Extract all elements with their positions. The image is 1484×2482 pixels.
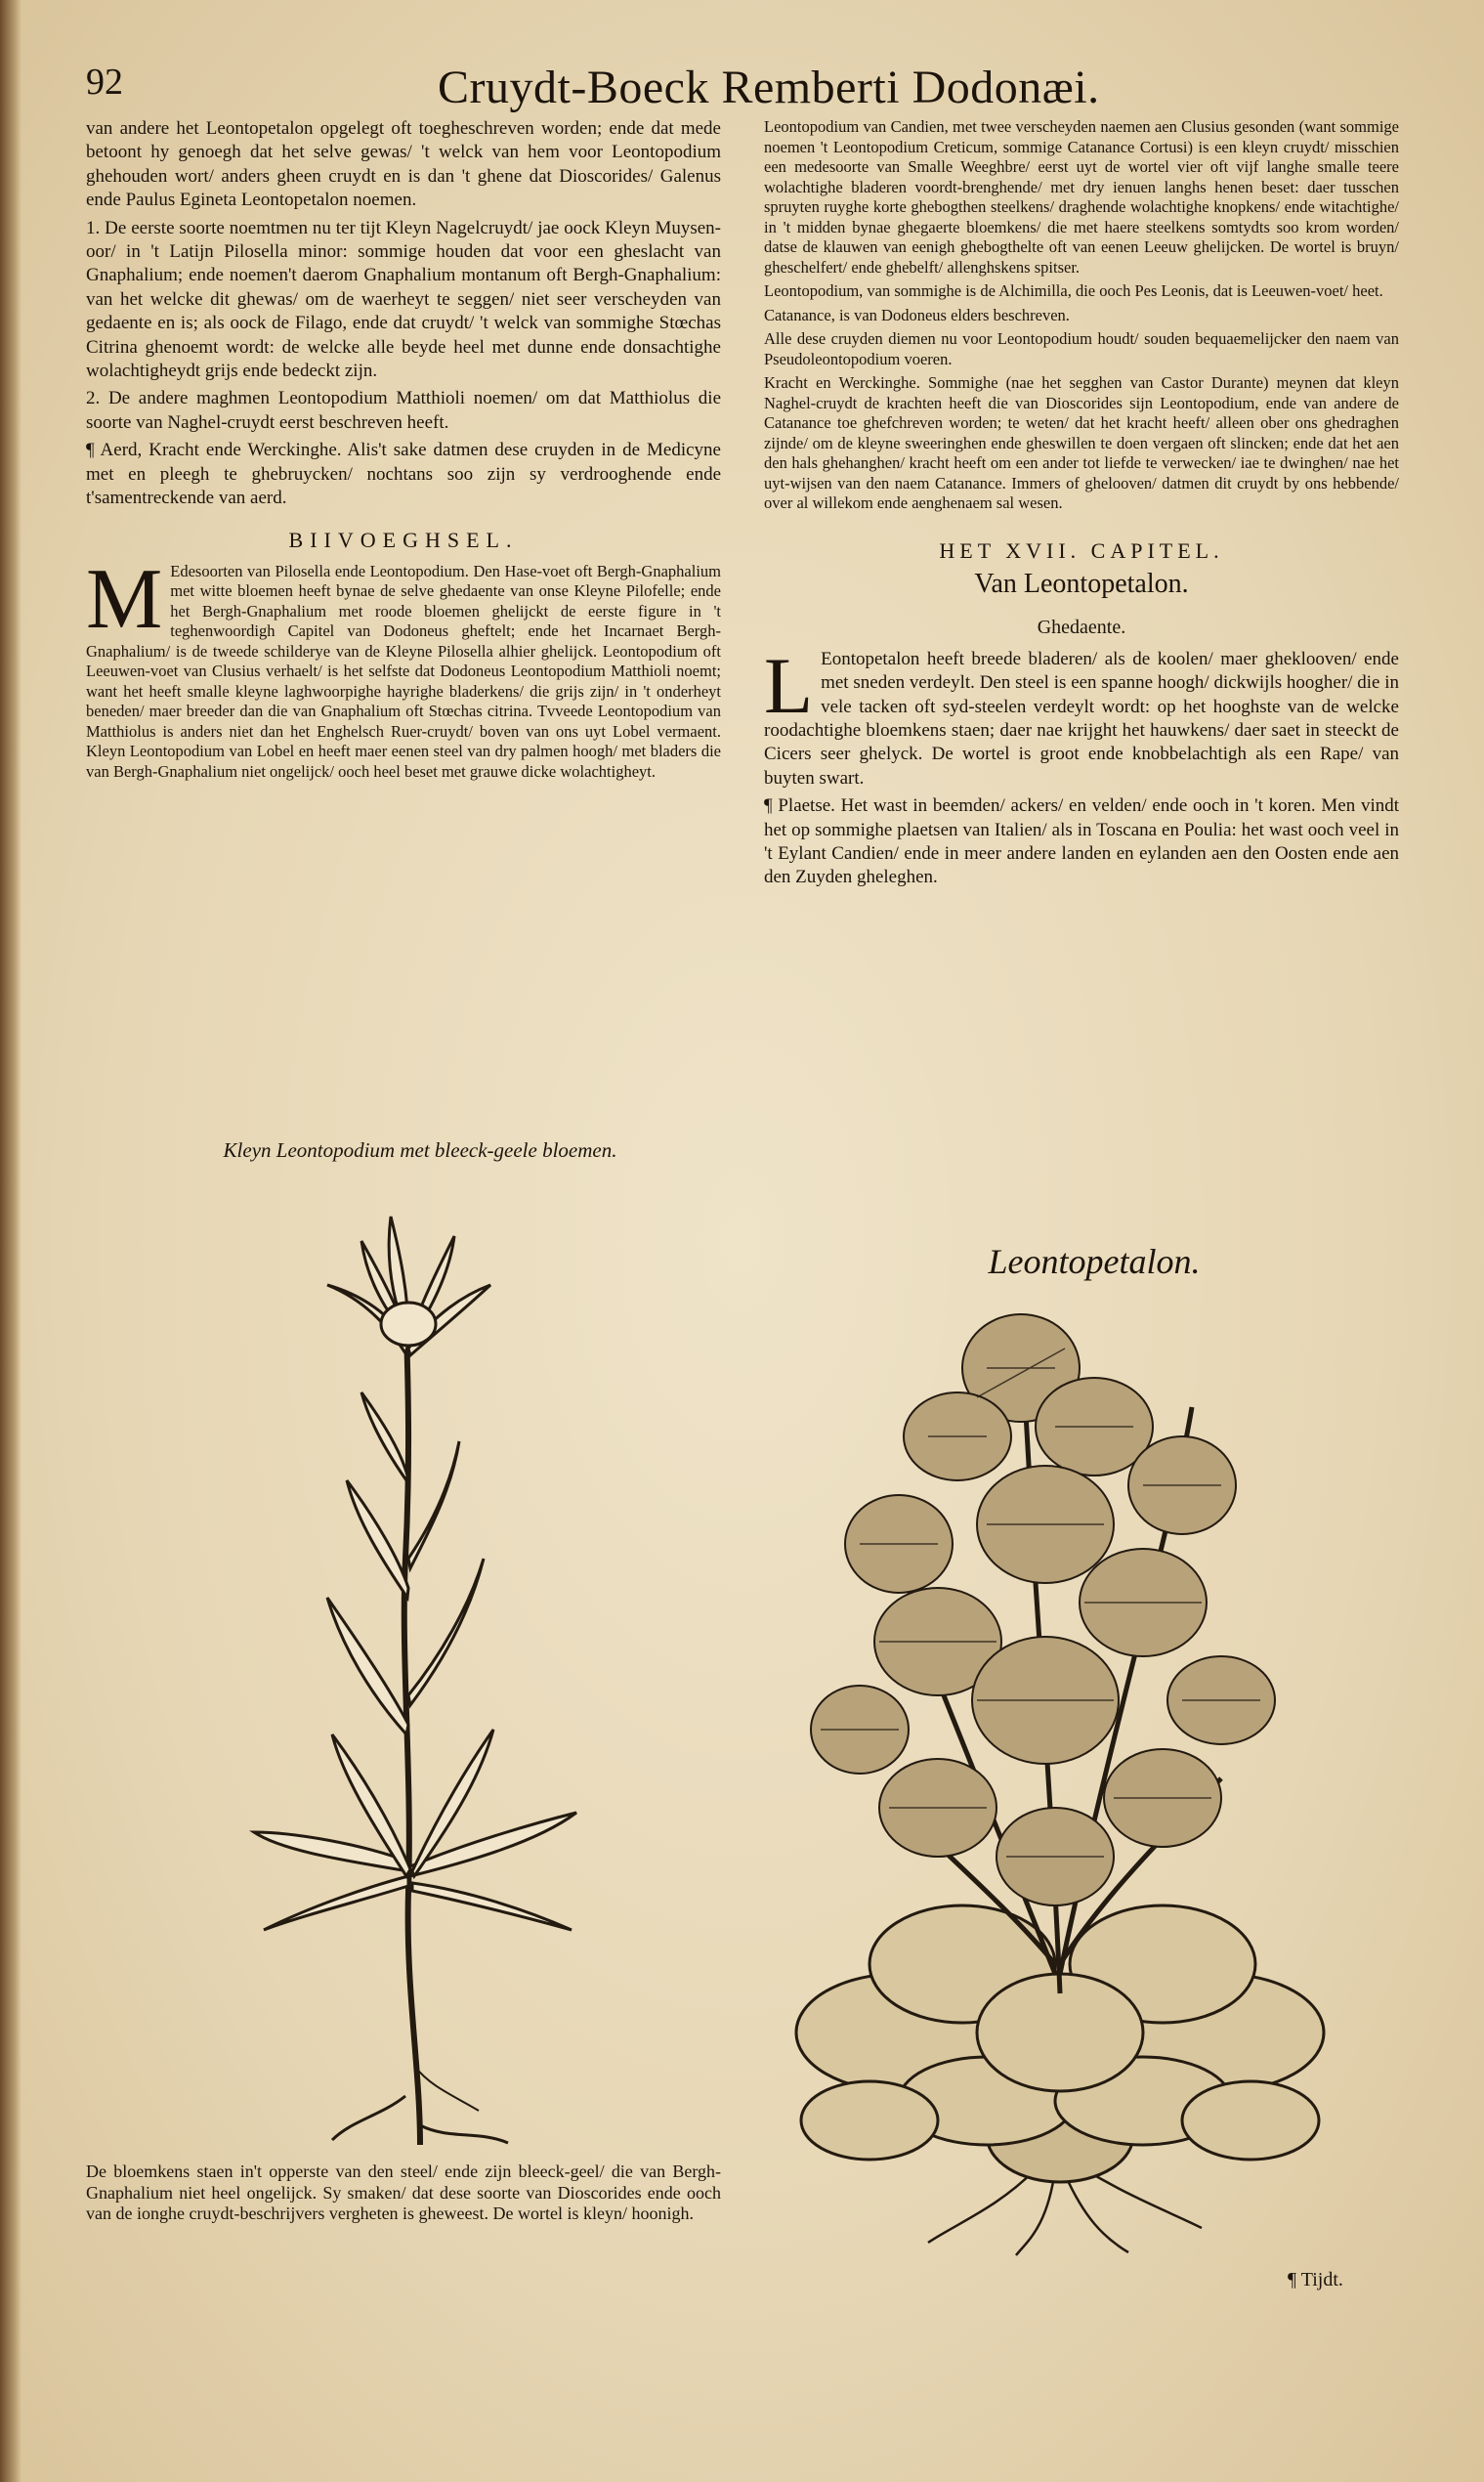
figure-caption-left: Kleyn Leontopodium met bleeck-geele bloemen. [223, 1138, 617, 1162]
paragraph: Catanance, is van Dodoneus elders beschreven. [764, 305, 1070, 324]
drop-cap: M [86, 551, 163, 647]
description-paragraph [764, 640, 1399, 791]
left-column [86, 117, 721, 782]
footnote-left: De bloemkens staen in't opperste van den steel/ ende zijn bleeck-geel/ die van Bergh-Gnaphalium niet heel ongelijck. Sy smaken/ dat dese soorte van Dioscorides ende ooch van de ionghe cruydt-beschrijvers vergheten is gheweest. De wortel is kleyn/ hoonigh. [86, 2161, 721, 2223]
habitat-paragraph: ¶ Plaetse. Het wast in beemden/ ackers/ en velden/ ende ooch in 't koren. Men vindt het op sommighe plaetsen van Italien/ als in Toscana en Poulia: het wast ooch veel in 't Eylant Candien/ ende in meer andere landen en eylanden aen den Oosten ende aen den Zuyden gheleghen. [764, 795, 1399, 888]
section-head: Ghedaente. [1037, 617, 1126, 639]
woodcut-illustration-left [234, 1187, 596, 2150]
paragraph: Alle dese cruyden diemen nu voor Leontopodium houdt/ souden bequaemelijcker den naem van Pseudoleontopodium voeren. [764, 329, 1399, 368]
paragraph: Leontopodium van Candien, met twee verscheyden naemen aen Clusius gesonden (want sommige noemen 't Leontopodium Creticum, sommige Catanance Cortusi) is een kleyn cruydt/ misschien een medesoorte van Smalle Weeghbre/ eerst uyt de wortel vier oft vijf langhe smalle teere wolachtighe bladeren voordt-brenghende/ met dry ienuen langhs henen beset: daer tusschen spruyten ruyghe korte ghebogthen steelkens/ draghende wolachtighe knopkens/ ende witachtighe/ in 't midden bynae ghegaerte bloemkens/ die met haere steelkens somtydts soo krom worden/ datse de klauwen van eenigh ghebogthelte oft van eenen Leeuw ghelijcken. De wortel is bruyn/ gheschelfert/ ende ghebelft/ allenghskens spitser. [764, 117, 1399, 277]
binding-shadow [0, 0, 21, 2482]
supplement-body: Edesoorten van Pilosella ende Leontopodium. Den Hase-voet oft Bergh-Gnaphalium met witte bloemen heeft bynae de selve ghedaente van onse Kleyne Pilofelle; ende het Bergh-Gnaphalium met roode bloemen ghelijckt de eerste figure in 't teghenwoordigh Capitel van Dodoneus gheftelt; ende het Incarnaet Bergh-Gnaphalium/ is de tweede schilderye van de Kleyne Pilosella alhier ghelijck. Leontopodium oft Leeuwen-voet van Clusius verhaelt/ is het selfste dat Dodoneus Leontopodium Matthioli noemt; want het heeft smalle kleyne laghwoorpighe hayrighe bladerkens/ die grijs zijn/ in 't onderheyt beneden/ maer breeder dan die van Gnaphalium oft Stœchas citrina. Tvveede Leontopodium van Matthiolus is anders niet dan het Enghelsch Ruer-cruydt/ boven van ons uyt Lobel vermaent. Kleyn Leontopodium van Lobel en heeft maer eenen steel van dry palmen hoogh/ met bladers die van Bergh-Gnaphalium niet ongelijck/ ooch heel beset met grauwe dicke wolachtigheyt. [86, 561, 721, 781]
paragraph: 2. De andere maghmen Leontopodium Matthioli noemen/ om dat Matthiolus die soorte van Naghel-cruydt eerst beschreven heeft. [86, 388, 721, 433]
running-head: Cruydt-Boeck Remberti Dodonæi. [438, 62, 1100, 113]
woodcut-illustration-right [791, 1290, 1329, 2257]
footer-note-right: ¶ Tijdt. [1288, 2269, 1343, 2290]
page-header [86, 61, 1395, 119]
paragraph: ¶ Aerd, Kracht ende Werckinghe. Alis't sake datmen dese cruyden in de Medicyne met en pleegh te ghebruycken/ nochtans soo zijn sy verdrooghende ende t'samentreckende van aerd. [86, 440, 721, 509]
supplement-text [86, 551, 721, 783]
paragraph: Kracht en Werckinghe. Sommighe (nae het segghen van Castor Durante) meynen dat kleyn Naghel-cruydt de krachten heeft die van Dioscorides sijn Leontopodium, ende van andere de Catanance toe ghefchreven worden; te weten/ dat het kracht heeft/ alleen ober ons ghedraghen zijnde/ om de kleyne sweeringhen ende gheswillen te doen vergaen oft slincken; ende dat het aen den hals ghehanghen/ kracht heeft om een ander tot liefde te verwecken/ iae te dwinghen/ nae het uyt-wijsen van den naem Catanance. Immers of ghelooven/ datmen dit cruydt by ons hebbende/ over al willekom ende aenghenaem sal wesen. [764, 373, 1399, 512]
right-column [764, 117, 1399, 894]
figure-caption-right: Leontopetalon. [988, 1242, 1201, 1281]
chapter-subtitle: Van Leontopetalon. [974, 568, 1189, 599]
paragraph: 1. De eerste soorte noemtmen nu ter tijt Kleyn Nagelcruydt/ jae oock Kleyn Muysen-oor/ in 't Latijn Pilosella minor: sommige houden dat voor een gheslacht van Gnaphalium; ende noemen't daerom Gnaphalium montanum oft Bergh-Gnaphalium: van het welcke dit ghewas/ om de waerheyt te seggen/ niet seer verscheyden van gedaente en is; als oock de Filago, ende dat cruydt/ 't welck van sommighe Stœchas Citrina ghenoemt wordt: de welcke alle beyde heel met dunne ende donsachtighe wolachtigheydt grijs ende bedeckt zijn. [86, 217, 721, 382]
paragraph: Leontopodium, van sommighe is de Alchimilla, die ooch Pes Leonis, dat is Leeuwen-voet/ heet. [764, 281, 1383, 300]
chapter-title: HET XVII. CAPITEL. [939, 537, 1224, 563]
paragraph: van andere het Leontopetalon opgelegt oft toegheschreven worden; ende dat mede betoont hy genoegh dat het selve gewas/ 't welck van hem voor Leontopodium ghehouden wort/ anders gheen cruydt en is dan 't ghene dat Dioscorides/ Galenus ende Paulus Egineta Leontopetalon noemen. [86, 118, 721, 211]
section-heading: BIIVOEGHSEL. [288, 527, 519, 552]
drop-cap: L [764, 640, 814, 730]
page-number: 92 [86, 62, 123, 103]
description-body: Eontopetalon heeft breede bladeren/ als de koolen/ maer gheklooven/ ende met sneden verdeylt. Den steel is een spanne hoogh/ dickwijls hoogher/ die in vele tacken oft syd-steelen verdeylt wordt: op het hooghste van de welcke roodachtighe bloemkens staen; daer nae krijght het hauwkens/ daer saet in steeckt de Cicers seer ghelyck. De wortel is groot ende knobbelachtigh als een Rape/ van buyten swart. [764, 648, 1399, 789]
